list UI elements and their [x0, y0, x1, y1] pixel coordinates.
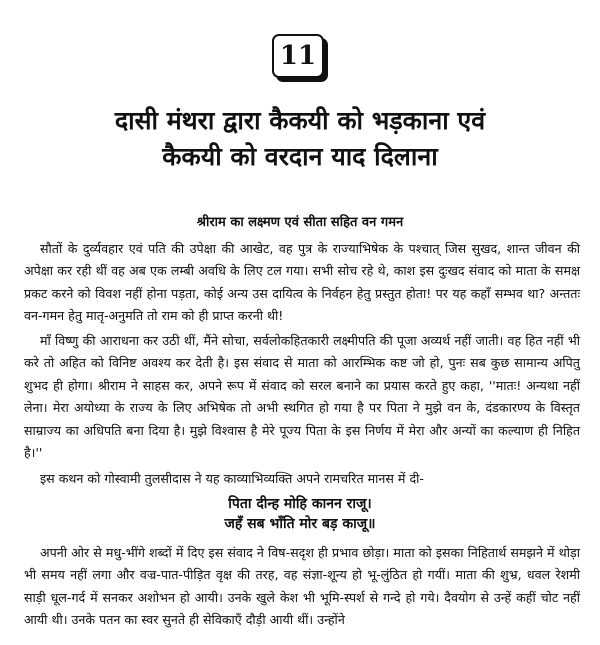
verse-line-2: जहँ सब भाँति मोर बड़ काजू॥ [224, 516, 376, 532]
paragraph-4: अपनी ओर से मधु-भींगे शब्दों में दिए इस संवाद ने विष-सदृश ही प्रभाव छोड़ा। माता को इसका निहितार्थ समझने में थोड़ा भी समय नहीं लगा और वज्र-पात-पीड़ित वृक्ष की तरह, वह संज्ञा-शून्य हो भू-लुंठित हो गयीं। माता की शुभ्र, धवल रेशमी साड़ी धूल-गर्द में सनकर अशोभन हो आयी। उनके खुले केश भी भूमि-स्पर्श से गन्दे हो गये। दैवयोग से उन्हें कहीं चोट नहीं आयी थी। उनके पतन का स्वर सुनते ही सेविकाएँ दौड़ी आयी थीं। उन्होंने [24, 545, 580, 628]
paragraph-1: सौतों के दुर्व्यवहार एवं पति की उपेक्षा की आखेट, वह पुत्र के राज्याभिषेक के पश्चात् जिस सुखद, शान्त जीवन की अपेक्षा कर रही थीं वह अब एक लम्बी अवधि के लिए टल गया। सभी सोच रहे थे, काश इस दुःखद संवाद को माता के समक्ष प्रकट करने को विवश नहीं होना पड़ता, कोई अन्य उस दायित्व के निर्वहन हेतु प्रस्तुत होता! पर यह कहाँ सम्भव था? अन्ततः वन-गमन हेतु मातृ-अनुमति तो राम को ही प्राप्त करनी थी! [24, 241, 580, 324]
chapter-number-box [272, 34, 324, 78]
verse-line-1: पिता दीन्ह मोहि कानन राजू। [228, 496, 372, 512]
chapter-title-line-1: दासी मंथरा द्वारा कैकयी को भड़काना एवं [114, 106, 486, 135]
chapter-title-line-2: कैकयी को वरदान याद दिलाना [162, 142, 438, 171]
paragraph-3: इस कथन को गोस्वामी तुलसीदास ने यह काव्याभिव्यक्ति अपने रामचरित मानस में दी- [40, 471, 424, 486]
section-heading: श्रीराम का लक्ष्मण एवं सीता सहित वन गमन [196, 215, 404, 230]
paragraph-2: माँ विष्णु की आराधना कर उठी थीं, मैंने सोचा, सर्वलोकहितकारी लक्ष्मीपति की पूजा अव्यर्थ नहीं जाती। वह हित नहीं भी करे तो अहित को विनिष्ट अवश्य कर देती है। इस संवाद से माता को आरम्भिक कष्ट जो हो, पुनः सब कुछ सामान्य अपितु शुभद ही होगा। श्रीराम ने साहस कर, अपने रूप में संवाद को सरल बनाने का प्रयास करते हुए कहा, ''मातः! अन्यथा नहीं लेना। मेरा अयोध्या के राज्य के लिए अभिषेक तो अभी स्थगित हो गया है पर पिता ने मुझे वन के, दंडकारण्य के विस्तृत साम्राज्य का अधिपति बना दिया है। मुझे विश्वास है मेरे पूज्य पिता के इस निर्णय में मेरा और अन्यों का कल्याण ही निहित है।'' [24, 333, 580, 461]
chapter-number: 11 [279, 41, 317, 71]
